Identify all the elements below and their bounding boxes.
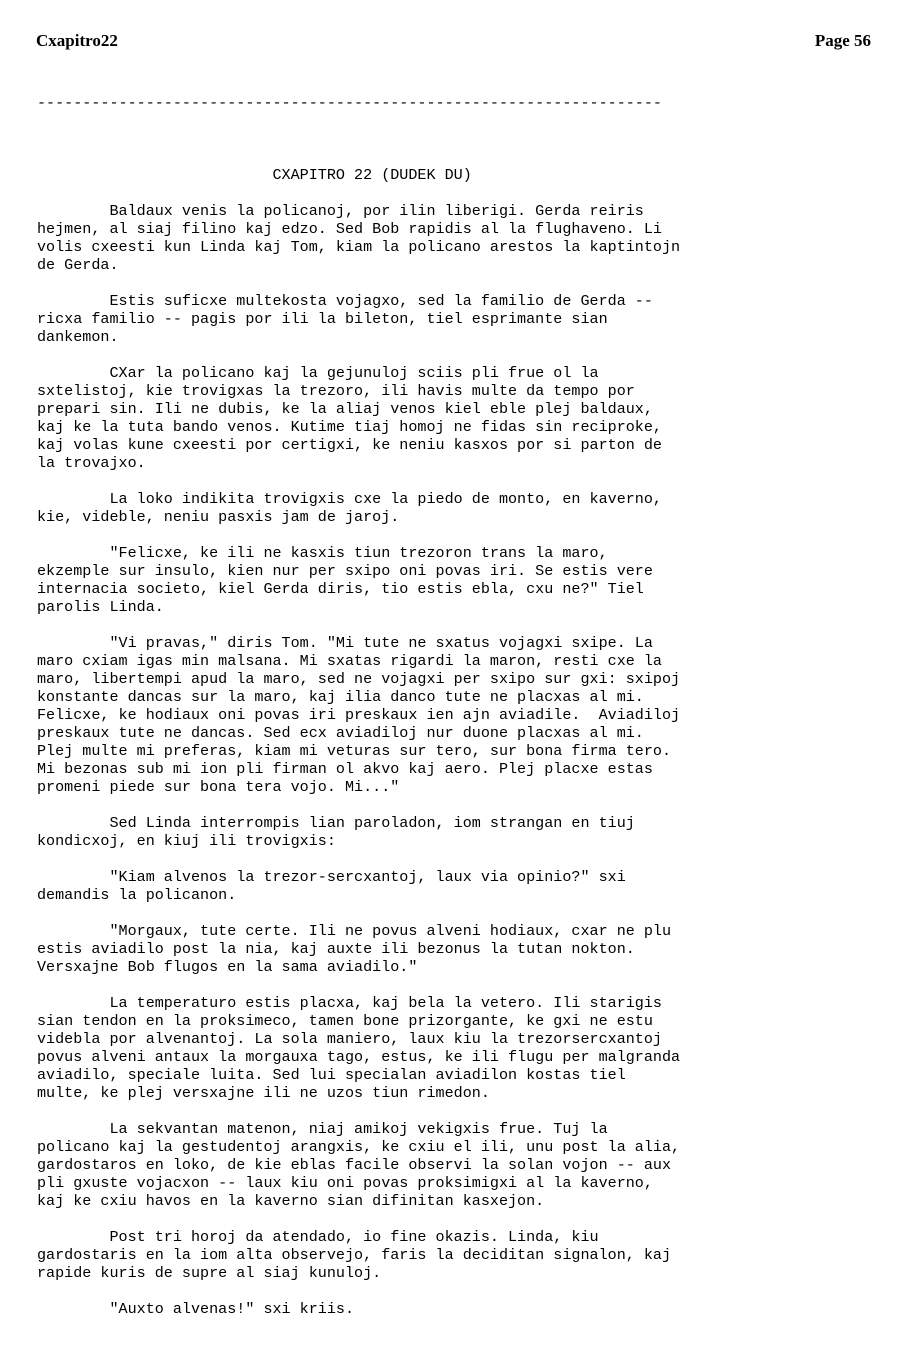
text-line: konstante dancas sur la maro, kaj ilia danco tute ne placxas al mi. [37,688,644,706]
text-line: La sekvantan matenon, niaj amikoj vekigxis frue. Tuj la [37,1120,608,1138]
text-line: pli gxuste vojacxon -- laux kiu oni povas proksimigxi al la kaverno, [37,1174,653,1192]
text-line: sxtelistoj, kie trovigxas la trezoro, ili havis multe da tempo por [37,382,635,400]
text-line [37,274,887,292]
text-line: internacia societo, kiel Gerda diris, tio estis ebla, cxu ne?" Tiel [37,580,644,598]
text-line: ekzemple sur insulo, kien nur per sxipo oni povas iri. Se estis vere [37,562,653,580]
text-line: povus alveni antaux la morgauxa tago, estus, ke ili flugu per malgranda [37,1048,681,1066]
text-line: Versxajne Bob flugos en la sama aviadilo." [37,958,418,976]
text-line: videbla por alvenantoj. La sola maniero, laux kiu la trezorsercxantoj [37,1030,662,1048]
text-line [37,850,887,868]
text-line: "Kiam alvenos la trezor-sercxantoj, laux via opinio?" sxi [37,868,626,886]
text-line: dankemon. [37,328,119,346]
text-line [37,1210,887,1228]
text-line: "Morgaux, tute certe. Ili ne povus alveni hodiaux, cxar ne plu [37,922,672,940]
text-line: rapide kuris de supre al siaj kunuloj. [37,1264,382,1282]
text-line [37,184,887,202]
text-line: kie, videble, neniu pasxis jam de jaroj. [37,508,400,526]
text-line [37,1282,887,1300]
text-line: kaj ke cxiu havos en la kaverno sian difinitan kasxejon. [37,1192,545,1210]
text-line: Estis suficxe multekosta vojagxo, sed la familio de Gerda -- [37,292,653,310]
text-line: maro, libertempi apud la maro, sed ne vojagxi per sxipo sur gxi: sxipoj [37,670,681,688]
separator-line: --------------------------------------------------------------------- [37,94,662,112]
text-line: sian tendon en la proksimeco, tamen bone prizorgante, ke gxi ne estu [37,1012,653,1030]
text-line [37,904,887,922]
text-line: volis cxeesti kun Linda kaj Tom, kiam la policano arestos la kaptintojn [37,238,681,256]
text-line: parolis Linda. [37,598,164,616]
text-line: maro cxiam igas min malsana. Mi sxatas rigardi la maron, resti cxe la [37,652,662,670]
text-line: "Auxto alvenas!" sxi kriis. [37,1300,355,1318]
text-line: promeni piede sur bona tera vojo. Mi..." [37,778,400,796]
text-line: Mi bezonas sub mi ion pli firman ol akvo kaj aero. Plej placxe estas [37,760,653,778]
text-line: preskaux tute ne dancas. Sed ecx aviadiloj nur duone placxas al mi. [37,724,644,742]
text-line: gardostaros en loko, de kie eblas facile observi la solan vojon -- aux [37,1156,672,1174]
text-line: de Gerda. [37,256,119,274]
text-line [37,616,887,634]
text-line: multe, ke plej versxajne ili ne uzos tiun rimedon. [37,1084,490,1102]
text-line: policano kaj la gestudentoj arangxis, ke cxiu el ili, unu post la alia, [37,1138,681,1156]
text-line: kondicxoj, en kiuj ili trovigxis: [37,832,336,850]
text-line: Felicxe, ke hodiaux oni povas iri preskaux ien ajn aviadile. Aviadiloj [37,706,681,724]
text-line: CXAPITRO 22 (DUDEK DU) [37,166,472,184]
text-line [37,472,887,490]
text-line: kaj ke la tuta bando venos. Kutime tiaj homoj ne fidas sin reciproke, [37,418,662,436]
text-line [37,346,887,364]
text-line: gardostaris en la iom alta observejo, faris la deciditan signalon, kaj [37,1246,672,1264]
text-line: Baldaux venis la policanoj, por ilin liberigi. Gerda reiris [37,202,644,220]
text-line: Plej multe mi preferas, kiam mi veturas sur tero, sur bona firma tero. [37,742,672,760]
document-body [37,58,887,1354]
text-line [37,1102,887,1120]
text-line: prepari sin. Ili ne dubis, ke la aliaj venos kiel eble plej baldaux, [37,400,653,418]
text-line: La temperaturo estis placxa, kaj bela la vetero. Ili starigis [37,994,662,1012]
chapter-header: Cxapitro22 [36,31,118,50]
text-line: "Felicxe, ke ili ne kasxis tiun trezoron trans la maro, [37,544,608,562]
text-line: Post tri horoj da atendado, io fine okazis. Linda, kiu [37,1228,599,1246]
text-line [37,976,887,994]
text-line: hejmen, al siaj filino kaj edzo. Sed Bob rapidis al la flughaveno. Li [37,220,662,238]
text-line: kaj volas kune cxeesti por certigxi, ke neniu kasxos por si parton de [37,436,662,454]
text-lines [37,148,887,1318]
text-line [37,796,887,814]
text-line: Sed Linda interrompis lian paroladon, iom strangan en tiuj [37,814,635,832]
page-number: Page 56 [814,31,871,50]
text-line: CXar la policano kaj la gejunuloj sciis pli frue ol la [37,364,599,382]
text-line: aviadilo, speciale luita. Sed lui specialan aviadilon kostas tiel [37,1066,626,1084]
text-line [37,148,887,166]
text-line: demandis la policanon. [37,886,237,904]
text-line: estis aviadilo post la nia, kaj auxte ili bezonus la tutan nokton. [37,940,635,958]
text-line: La loko indikita trovigxis cxe la piedo de monto, en kaverno, [37,490,662,508]
text-line [37,526,887,544]
text-line: la trovajxo. [37,454,146,472]
text-line: "Vi pravas," diris Tom. "Mi tute ne sxatus vojagxi sxipe. La [37,634,653,652]
text-line: ricxa familio -- pagis por ili la bileton, tiel esprimante sian [37,310,608,328]
